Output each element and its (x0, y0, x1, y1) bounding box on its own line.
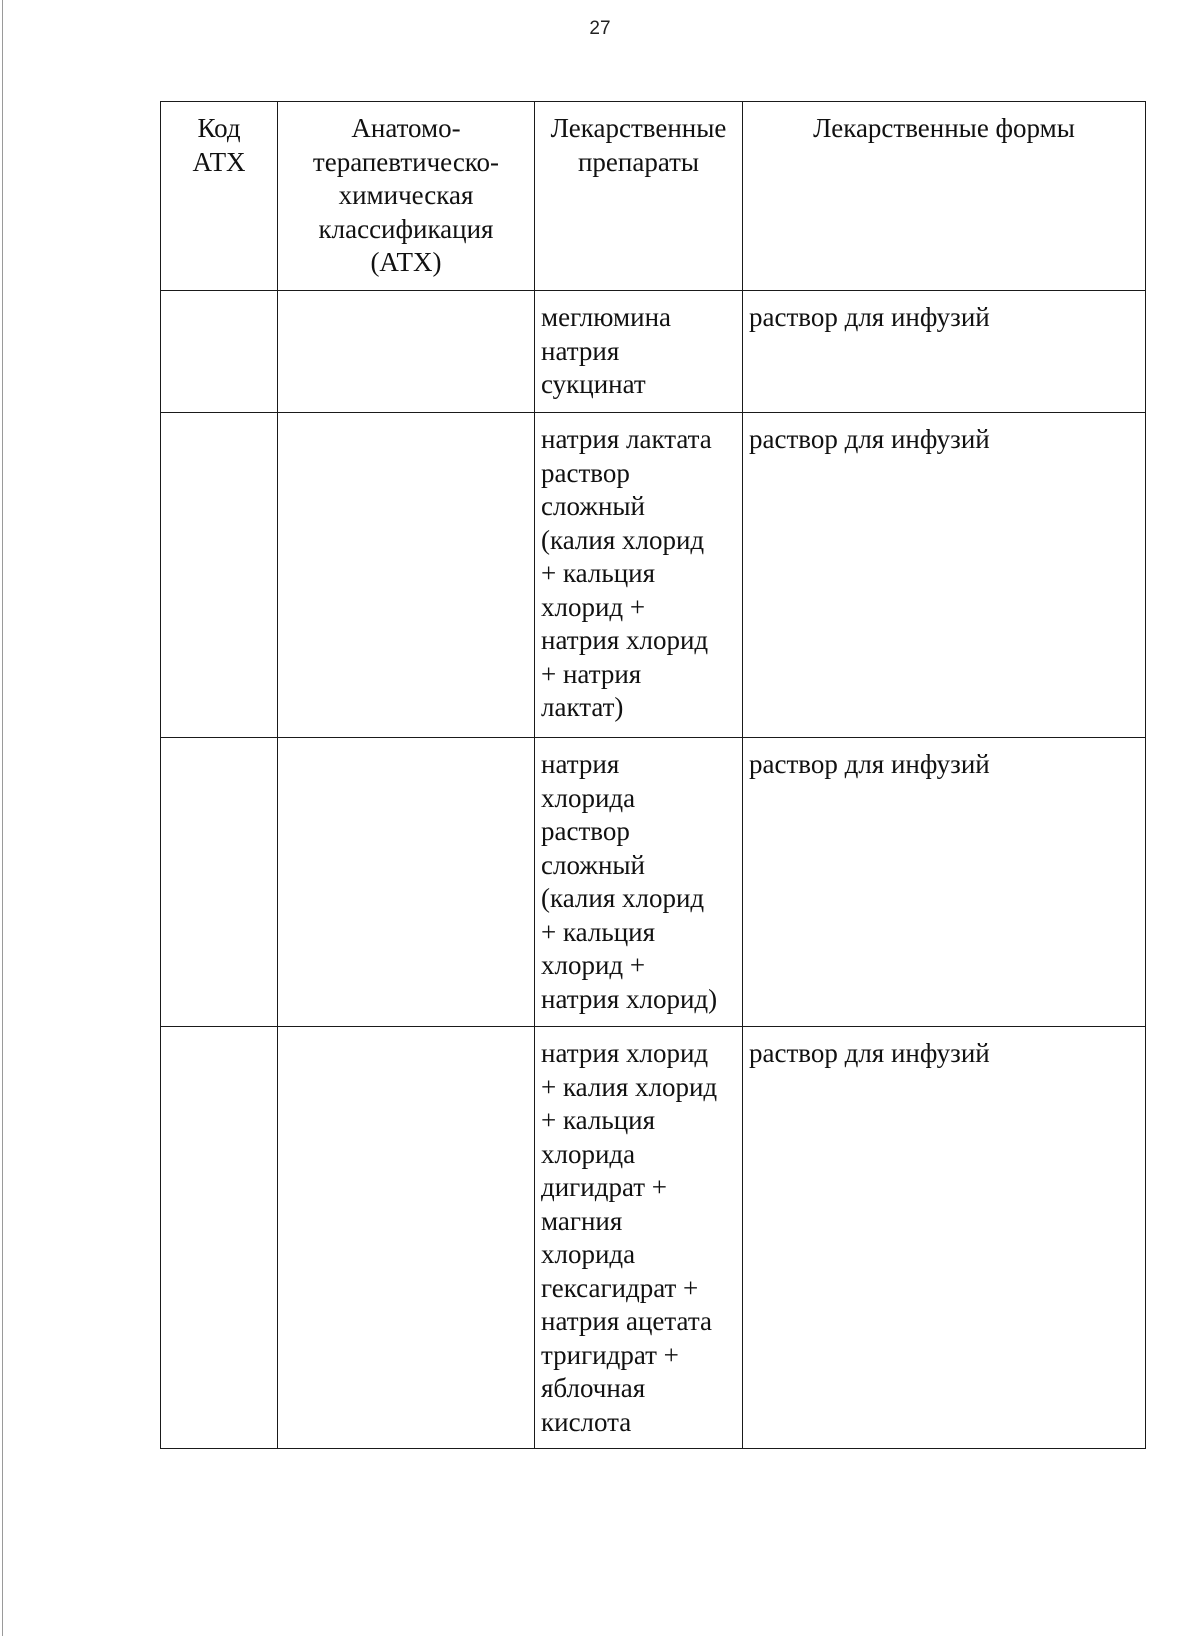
cell-drug: натрия хлорида раствор сложный (калия хлорид + кальция хлорид + натрия хлорид) (535, 738, 743, 1027)
table-row (161, 738, 1146, 1027)
header-atx-classification: Анатомо- терапевтическо- химическая классификация (АТХ) (278, 102, 535, 291)
table-row (161, 413, 1146, 738)
cell-code (161, 413, 278, 738)
header-drugs: Лекарственные препараты (535, 102, 743, 291)
table-row (161, 291, 1146, 413)
cell-drug: натрия хлорид + калия хлорид + кальция хлорида дигидрат + магния хлорида гексагидрат + натрия ацетата тригидрат + яблочная кислота (535, 1027, 743, 1449)
cell-classification (278, 738, 535, 1027)
scan-edge-line (2, 0, 3, 1636)
cell-code (161, 291, 278, 413)
table-row (161, 1027, 1146, 1449)
cell-code (161, 738, 278, 1027)
header-dosage-forms: Лекарственные формы (743, 102, 1146, 291)
cell-form: раствор для инфузий (743, 1027, 1146, 1449)
cell-drug: натрия лактата раствор сложный (калия хлорид + кальция хлорид + натрия хлорид + натрия лактат) (535, 413, 743, 738)
cell-form: раствор для инфузий (743, 738, 1146, 1027)
cell-classification (278, 291, 535, 413)
cell-classification (278, 1027, 535, 1449)
cell-form: раствор для инфузий (743, 413, 1146, 738)
cell-classification (278, 413, 535, 738)
cell-code (161, 1027, 278, 1449)
header-code-atx: Код АТХ (161, 102, 278, 291)
cell-form: раствор для инфузий (743, 291, 1146, 413)
page-number: 27 (589, 18, 611, 39)
table-header-row (161, 102, 1146, 291)
cell-drug: меглюмина натрия сукцинат (535, 291, 743, 413)
atx-table (160, 101, 1146, 1449)
